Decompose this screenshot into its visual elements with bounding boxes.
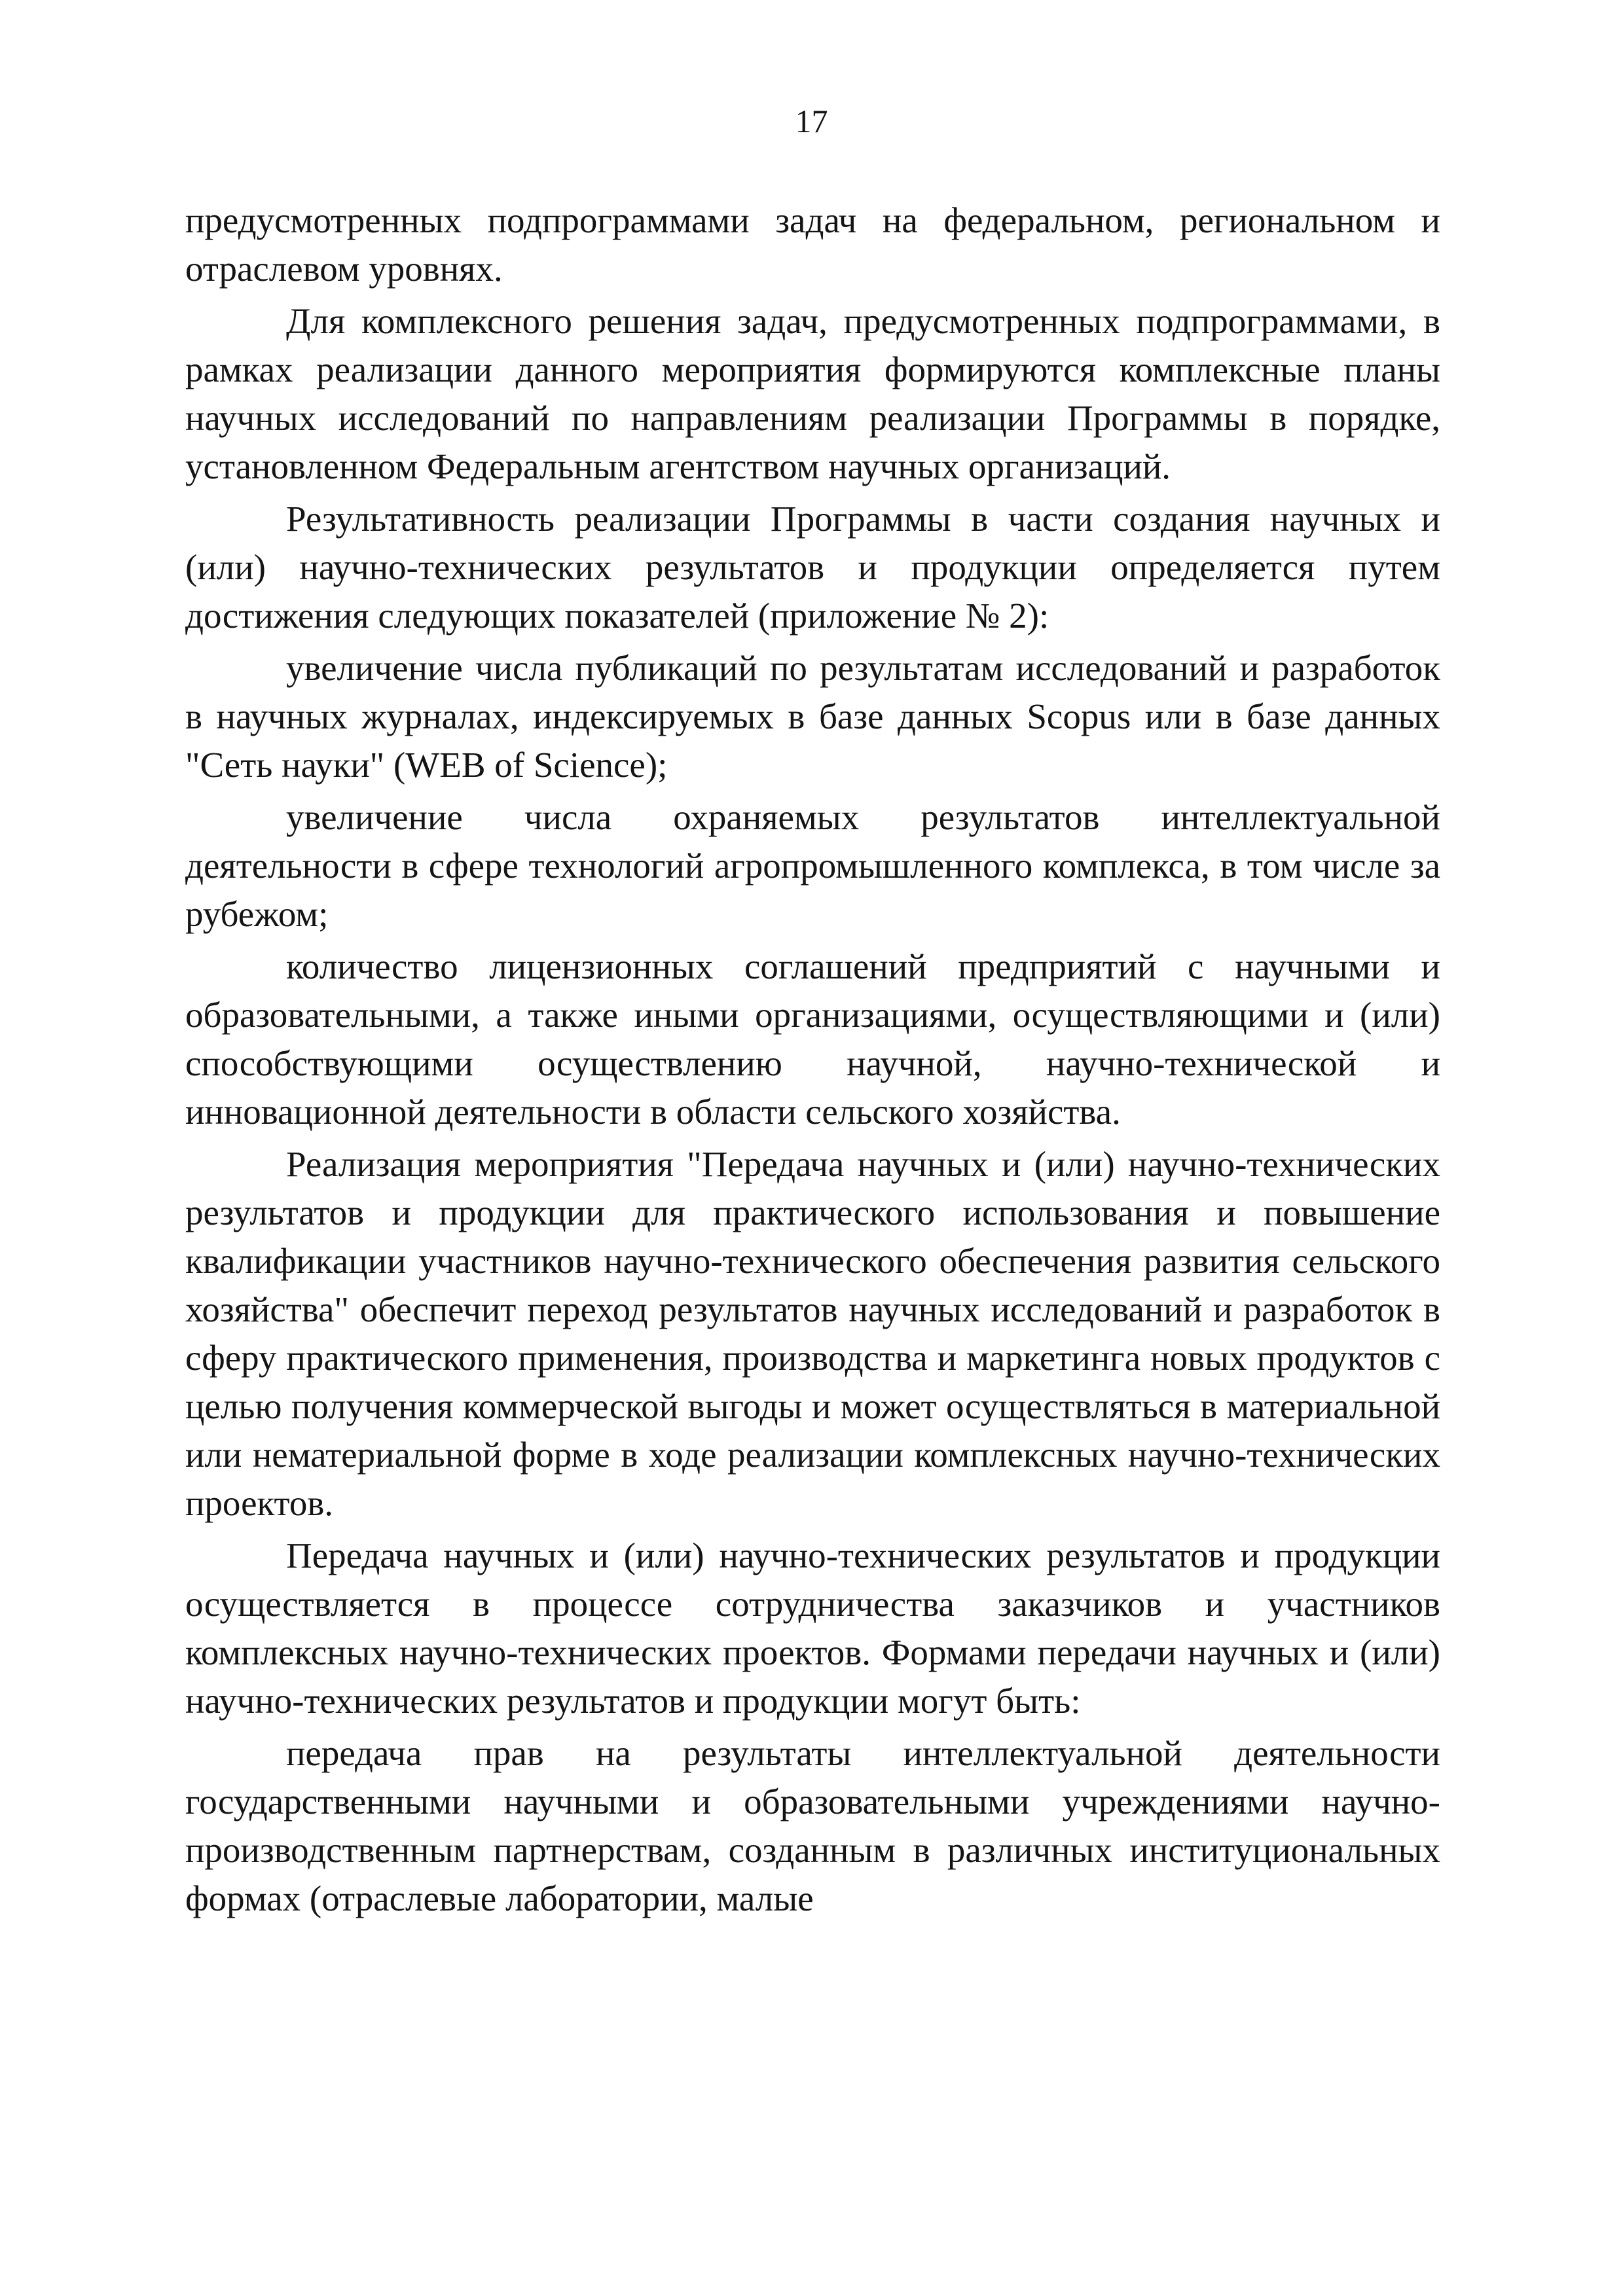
document-body — [185, 196, 1440, 1927]
paragraph-transfer-forms: Передача научных и (или) научно-технических результатов и продукции осуществляется в процессе сотрудничества заказчиков и участников комплексных научно-технических проектов. Формами передачи научных и (или) научно-технических результатов и продукции могут быть: — [185, 1535, 1440, 1721]
paragraph-indicator-licenses: количество лицензионных соглашений предприятий с научными и образовательными, а также иными организациями, осуществляющими и (или) способствующими осуществлению научной, научно-технической и инновационной деятельности в области сельского хозяйства. — [185, 946, 1440, 1132]
paragraph-continuation: предусмотренных подпрограммами задач на федеральном, региональном и отраслевом уровнях. — [185, 200, 1440, 289]
paragraph-research-plans: Для комплексного решения задач, предусмотренных подпрограммами, в рамках реализации данного мероприятия формируются комплексные планы научных исследований по направлениям реализации Программы в порядке, установленном Федеральным агентством научных организаций. — [185, 301, 1440, 486]
paragraph-effectiveness: Результативность реализации Программы в части создания научных и (или) научно-технических результатов и продукции определяется путем достижения следующих показателей (приложение № 2): — [185, 499, 1440, 636]
page-number: 17 — [795, 103, 828, 139]
paragraph-transfer-measure: Реализация мероприятия "Передача научных и (или) научно-технических результатов и продукции для практического использования и повышение квалификации участников научно-технического обеспечения развития сельского хозяйства" обеспечит переход результатов научных исследований и разработок в сферу практического применения, производства и маркетинга новых продуктов с целью получения коммерческой выгоды и может осуществляться в материальной или нематериальной форме в ходе реализации комплексных научно-технических проектов. — [185, 1144, 1440, 1523]
paragraph-indicator-ip: увеличение числа охраняемых результатов интеллектуальной деятельности в сфере технологий агропромышленного комплекса, в том числе за рубежом; — [185, 797, 1440, 934]
paragraph-indicator-publications: увеличение числа публикаций по результатам исследований и разработок в научных журналах, индексируемых в базе данных Scopus или в базе данных "Сеть науки" (WEB of Science); — [185, 648, 1440, 785]
paragraph-rights-transfer: передача прав на результаты интеллектуальной деятельности государственными научными и образовательными учреждениями научно-производственным партнерствам, созданным в различных институциональных формах (отраслевые лаборатории, малые — [185, 1733, 1440, 1918]
